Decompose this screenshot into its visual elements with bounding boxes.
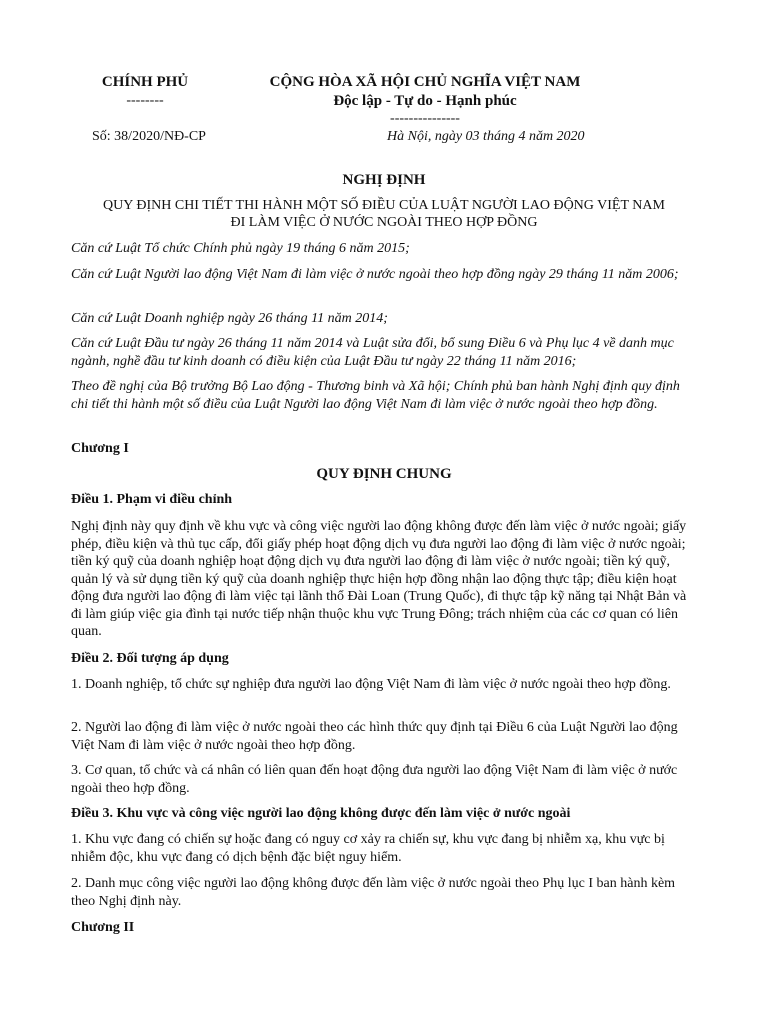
- place-date: Hà Nội, ngày 03 tháng 4 năm 2020: [387, 129, 585, 144]
- chapter-label: Chương II: [71, 920, 135, 935]
- preamble-item: Theo đề nghị của Bộ trưởng Bộ Lao động - Thương binh và Xã hội; Chính phủ ban hành Nghị định quy định chi tiết thi hành một số điều của Luật Người lao động Việt Nam đi làm việc ở nước ngoài theo hợp đồng.: [71, 379, 680, 412]
- preamble-item: Căn cứ Luật Doanh nghiệp ngày 26 tháng 11 năm 2014;: [71, 311, 388, 326]
- preamble-item: Căn cứ Luật Đầu tư ngày 26 tháng 11 năm 2014 và Luật sửa đổi, bổ sung Điều 6 và Phụ lục 4 về danh mục ngành, nghề đầu tư kinh doanh có điều kiện của Luật Đầu tư ngày 22 tháng 11 năm 2016;: [71, 336, 674, 369]
- clause: 2. Danh mục công việc người lao động không được đến làm việc ở nước ngoài theo Phụ lục I ban hành kèm theo Nghị định này.: [71, 876, 676, 909]
- country-name: CỘNG HÒA XÃ HỘI CHỦ NGHĨA VIỆT NAM: [269, 74, 581, 90]
- clause: 1. Doanh nghiệp, tổ chức sự nghiệp đưa người lao động Việt Nam đi làm việc ở nước ngoài theo hợp đồng.: [71, 677, 671, 692]
- document-title-line-1: QUY ĐỊNH CHI TIẾT THI HÀNH MỘT SỐ ĐIỀU CỦA LUẬT NGƯỜI LAO ĐỘNG VIỆT NAM: [103, 198, 665, 213]
- document-type: NGHỊ ĐỊNH: [342, 172, 426, 188]
- document-number: Số: 38/2020/NĐ-CP: [92, 129, 206, 144]
- preamble-item: Căn cứ Luật Tổ chức Chính phủ ngày 19 tháng 6 năm 2015;: [71, 241, 410, 256]
- chapter-title: QUY ĐỊNH CHUNG: [316, 466, 452, 482]
- motto-rule: ---------------: [390, 111, 460, 126]
- agency-rule: --------: [126, 93, 164, 108]
- clause: 3. Cơ quan, tổ chức và cá nhân có liên quan đến hoạt động đưa người lao động Việt Nam đi làm việc ở nước ngoài theo hợp đồng.: [71, 763, 678, 796]
- agency-name: CHÍNH PHỦ: [101, 74, 189, 90]
- preamble-item: Căn cứ Luật Người lao động Việt Nam đi làm việc ở nước ngoài theo hợp đồng ngày 29 tháng 11 năm 2006;: [71, 267, 679, 282]
- clause: 1. Khu vực đang có chiến sự hoặc đang có nguy cơ xảy ra chiến sự, khu vực đang bị nhiễm xạ, khu vực bị nhiễm độc, khu vực đang có dịch bệnh đặc biệt nguy hiểm.: [71, 832, 665, 865]
- national-motto: Độc lập - Tự do - Hạnh phúc: [333, 93, 517, 109]
- article-heading: Điều 2. Đối tượng áp dụng: [71, 651, 229, 666]
- chapter-label: Chương I: [71, 441, 129, 456]
- article-body: Nghị định này quy định về khu vực và công việc người lao động không được đến làm việc ở nước ngoài; giấy phép, điều kiện và thủ tục cấp, đổi giấy phép hoạt động dịch vụ đưa người lao động đi làm việc ở nước ngoài; tiền ký quỹ của doanh nghiệp hoạt động dịch vụ đưa người lao động đi làm việc ở nước ngoài; tiền ký quỹ, quản lý và sử dụng tiền ký quỹ của doanh nghiệp thực hiện hợp đồng nhận lao động thực tập; điều kiện hoạt động đưa người lao động đi làm việc tại lãnh thổ Đài Loan (Trung Quốc), đi thực tập kỹ năng tại Nhật Bản và đi làm giúp việc gia đình tại nước tiếp nhận thuộc khu vực Trung Đông; trách nhiệm của các cơ quan có liên quan.: [71, 519, 687, 639]
- article-heading: Điều 3. Khu vực và công việc người lao động không được đến làm việc ở nước ngoài: [71, 806, 571, 821]
- clause: 2. Người lao động đi làm việc ở nước ngoài theo các hình thức quy định tại Điều 6 của Luật Người lao động Việt Nam đi làm việc ở nước ngoài theo hợp đồng.: [71, 720, 678, 753]
- document-title-line-2: ĐI LÀM VIỆC Ở NƯỚC NGOÀI THEO HỢP ĐỒNG: [230, 215, 538, 230]
- article-heading: Điều 1. Phạm vi điều chỉnh: [71, 492, 233, 507]
